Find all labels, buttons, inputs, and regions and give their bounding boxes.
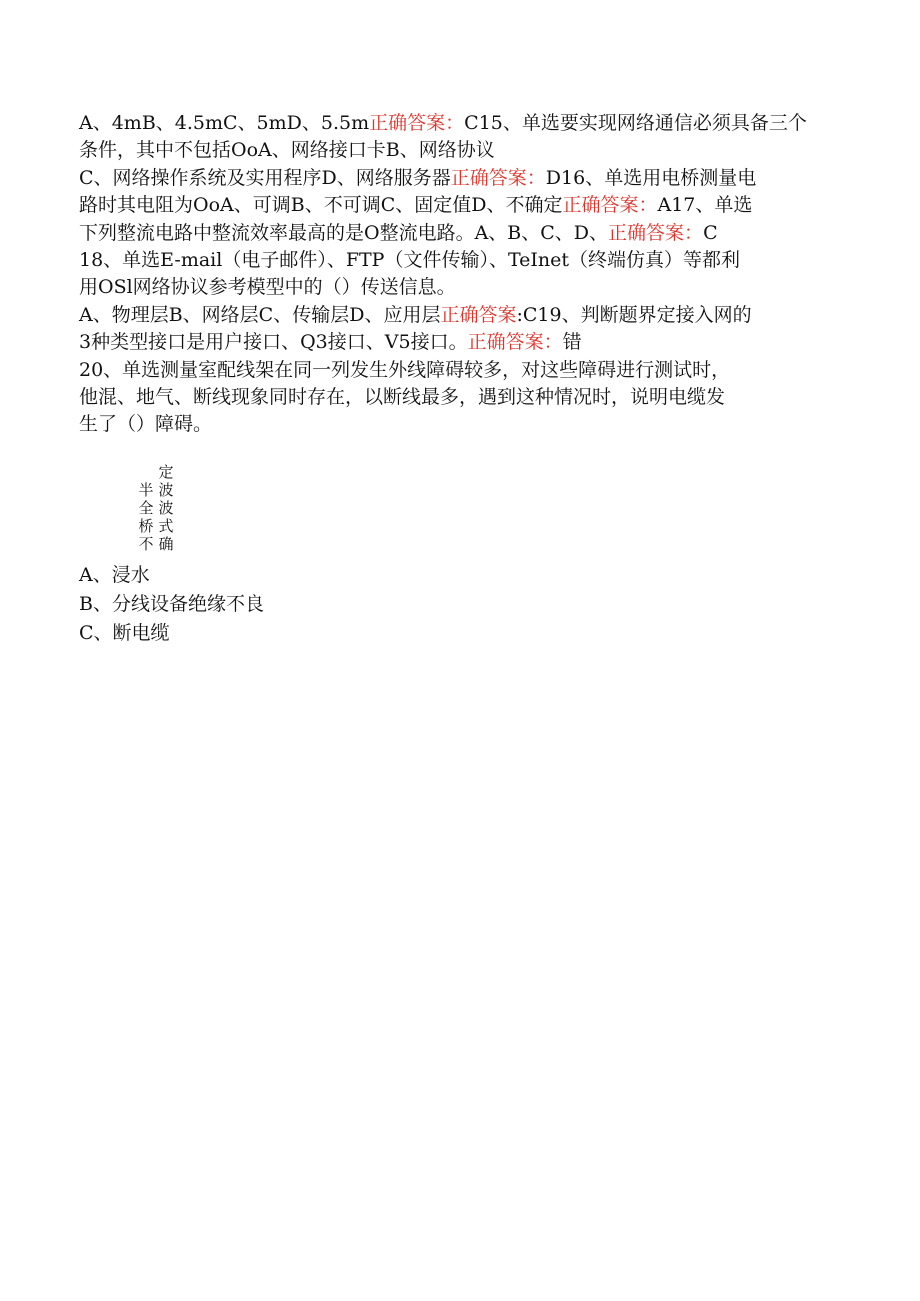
column-cell: 定 [158, 463, 174, 481]
text-segment: C [703, 221, 718, 244]
text-segment: 路时其电阻为OoA、可调B、不可调C、固定值D、不确定 [79, 194, 563, 217]
text-segment: D16、单选用电桥测量电 [545, 166, 757, 189]
text-segment: C15、单选要实现网络通信必须具备三个 [464, 112, 807, 134]
text-segment: 20、单选测量室配线架在同一列发生外线障碍较多，对这些障碍进行测试时， [79, 358, 731, 381]
column-cell: 确 [158, 535, 174, 553]
option-item: C、断电缆 [79, 622, 170, 644]
text-line [79, 357, 839, 384]
column-row [136, 463, 176, 481]
column-cell: 波 [158, 481, 174, 499]
column-row [136, 499, 176, 517]
vertical-option-table [136, 463, 176, 553]
text-line [79, 274, 839, 301]
text-segment: A、物理层B、网络层C、传输层D、应用层 [79, 303, 441, 326]
answer-label: 正确答案 [440, 303, 517, 326]
text-line [79, 411, 839, 438]
answer-label: 正确答案： [450, 166, 546, 189]
column-row [136, 535, 176, 553]
text-line [79, 137, 839, 164]
text-segment: 生了（）障碍。 [79, 413, 213, 436]
text-segment: A、4mB、4.5mC、5mD、5.5m [79, 112, 370, 134]
text-line [79, 302, 839, 329]
question-text-block [79, 110, 839, 439]
column-cell: 波 [158, 499, 174, 517]
answer-label: 正确答案： [467, 331, 563, 354]
column-cell: 式 [158, 517, 174, 535]
text-line [79, 220, 839, 247]
text-segment: 条件，其中不包括OoA、网络接口卡B、网络协议 [79, 139, 495, 162]
text-segment: A17、单选 [657, 194, 753, 217]
answer-label: 正确答案： [369, 112, 465, 134]
text-segment: 用OSl网络协议参考模型中的（）传送信息。 [79, 276, 456, 299]
text-segment: :C19、判断题界定接入网的 [516, 303, 752, 326]
column-cell: 全 [138, 499, 154, 517]
column-row [136, 481, 176, 499]
text-segment: 错 [562, 331, 582, 354]
answer-label: 正确答案： [608, 221, 704, 244]
text-line [79, 110, 839, 137]
text-line [79, 384, 839, 411]
text-segment: 3种类型接口是用户接口、Q3接口、V5接口。 [79, 331, 468, 354]
text-segment: 他混、地气、断线现象同时存在，以断线最多，遇到这种情况时，说明电缆发 [79, 386, 726, 409]
text-segment: C、网络操作系统及实用程序D、网络服务器 [79, 166, 451, 189]
text-segment: 下列整流电路中整流效率最高的是O整流电路。A、B、C、D、 [79, 221, 609, 244]
column-cell: 半 [138, 481, 154, 499]
text-segment: 18、单选E-mail（电子邮件）、FTP（文件传输）、TeInet（终端仿真）等都利 [79, 249, 741, 272]
text-line [79, 192, 839, 219]
answer-label: 正确答案： [562, 194, 658, 217]
text-line [79, 165, 839, 192]
answer-options [79, 561, 264, 648]
text-line [79, 329, 839, 356]
option-item: A、浸水 [79, 564, 150, 586]
column-cell: 不 [138, 535, 154, 553]
column-cell: 桥 [138, 517, 154, 535]
option-item: B、分线设备绝缘不良 [79, 593, 264, 615]
text-line [79, 247, 839, 274]
column-row [136, 517, 176, 535]
